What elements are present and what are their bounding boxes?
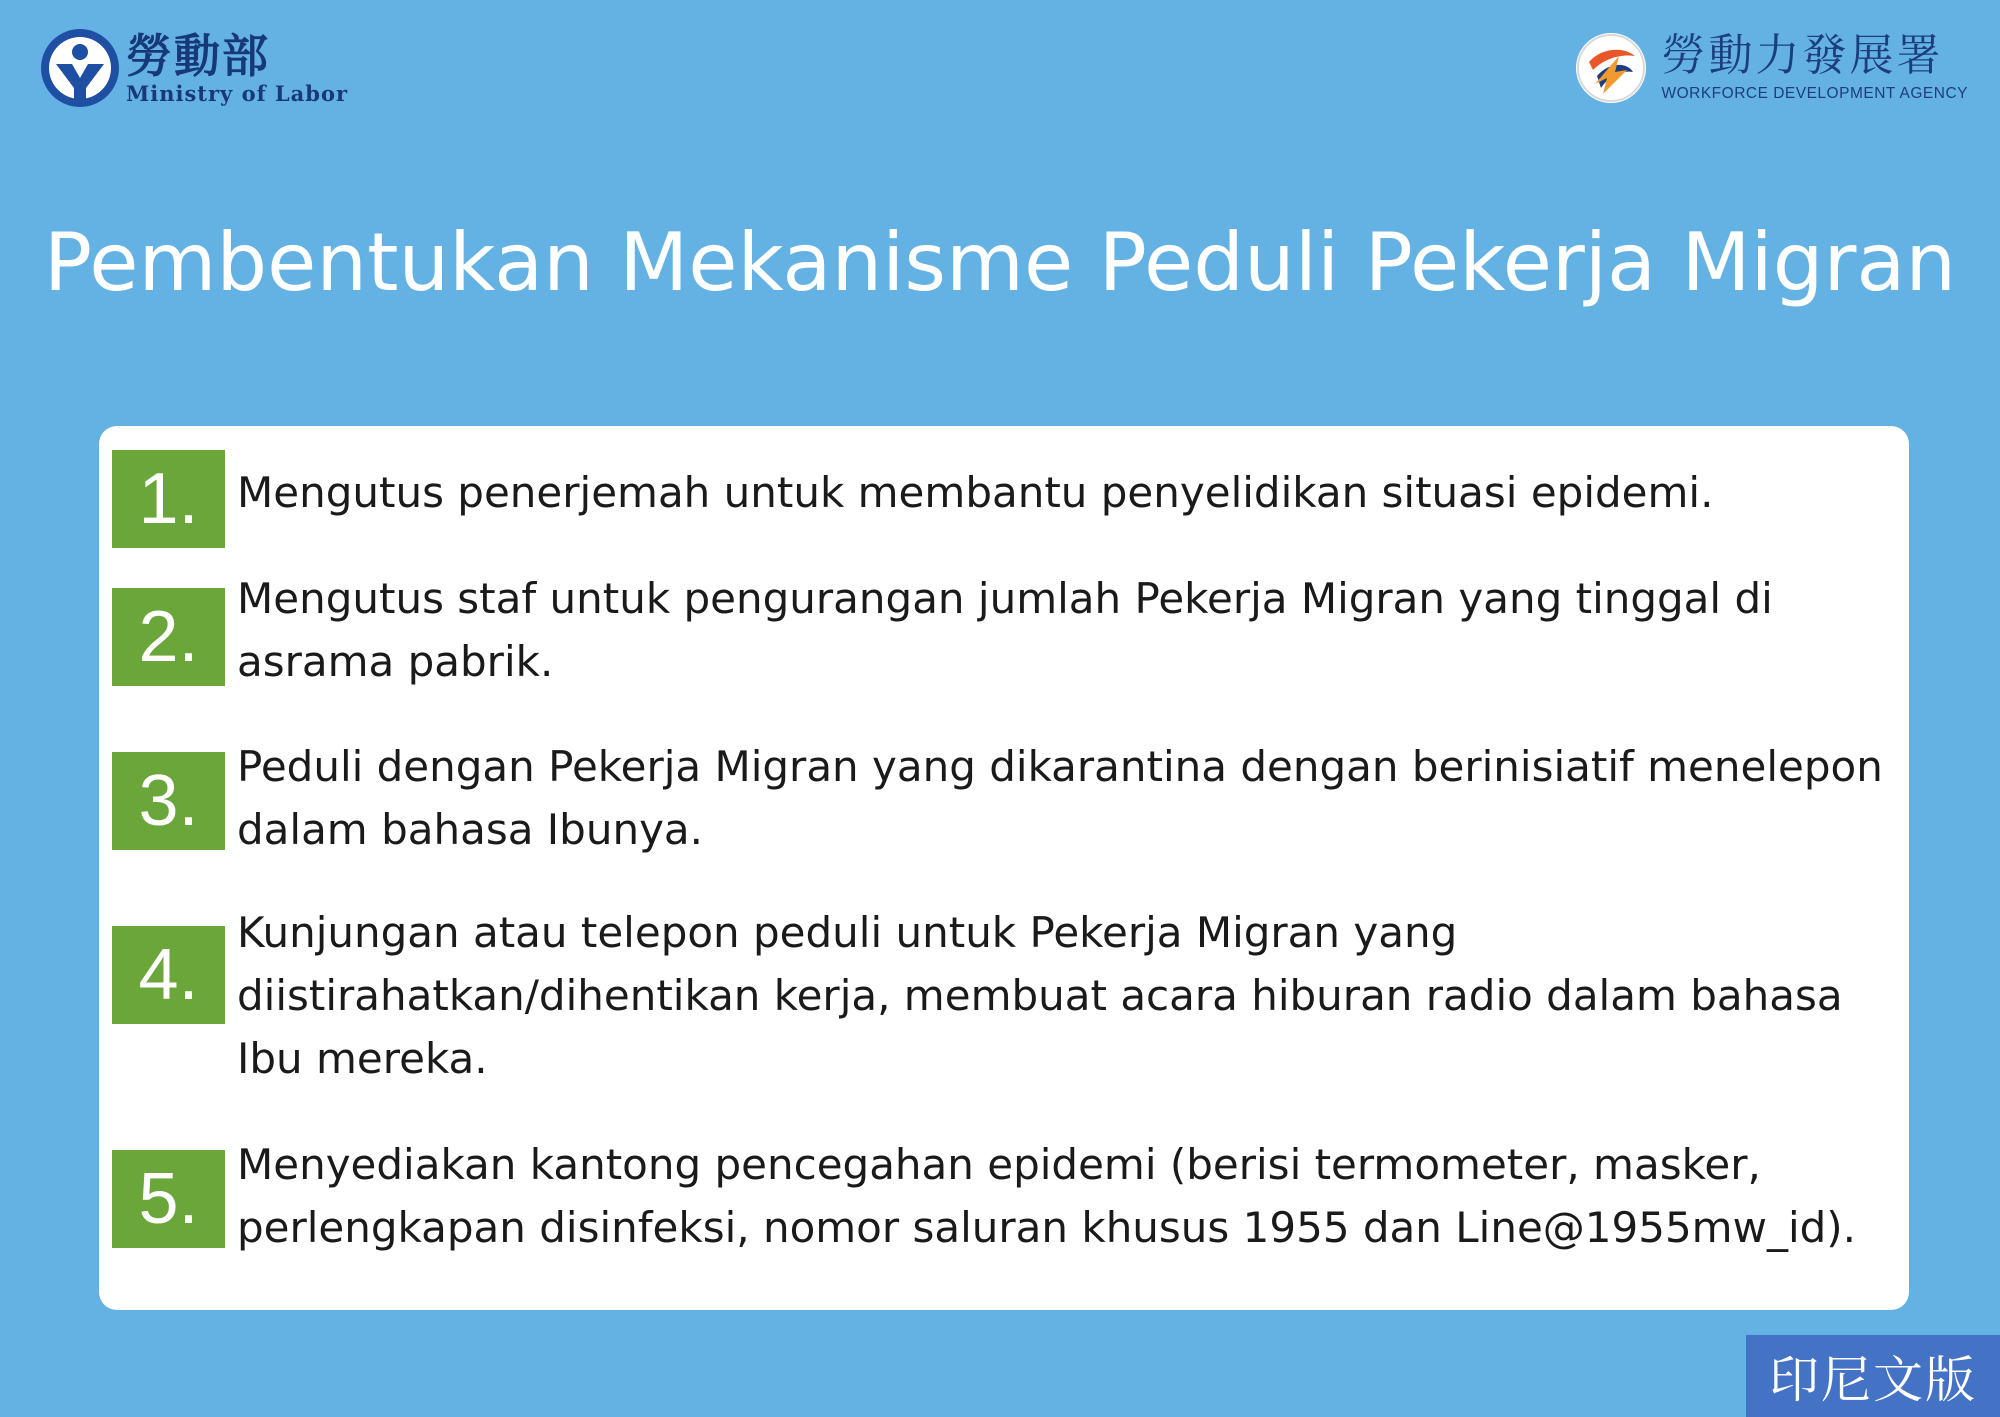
item-number-badge: 3. — [112, 752, 225, 850]
agency-name-cn: 勞動力發展署 — [1661, 30, 1944, 82]
item-number-badge: 1. — [112, 450, 225, 548]
page-title: Pembentukan Mekanisme Peduli Pekerja Migran — [43, 216, 1957, 309]
ministry-name-en: Ministry of Labor — [126, 80, 349, 106]
workforce-agency-logo — [1575, 32, 1968, 104]
item-text — [237, 567, 1907, 693]
item-text — [237, 901, 1907, 1090]
item-line: Peduli dengan Pekerja Migran yang dikarantina dengan berinisiatif menelepon — [237, 742, 1883, 791]
item-line: Mengutus staf untuk pengurangan jumlah Pekerja Migran yang tinggal di — [237, 574, 1773, 623]
item-text — [237, 461, 1907, 524]
item-text — [237, 1133, 1907, 1259]
item-text — [237, 735, 1907, 861]
item-number-badge: 2. — [112, 588, 225, 686]
agency-name-en: WORKFORCE DEVELOPMENT AGENCY — [1661, 85, 1968, 103]
item-number-badge: 5. — [112, 1150, 225, 1248]
item-line: diistirahatkan/dihentikan kerja, membuat acara hiburan radio dalam bahasa — [237, 971, 1843, 1020]
item-line: Menyediakan kantong pencegahan epidemi (berisi termometer, masker, — [237, 1140, 1761, 1189]
ministry-of-labor-emblem-icon — [40, 28, 120, 108]
ministry-of-labor-logo — [40, 28, 348, 108]
item-line: Ibu mereka. — [237, 1034, 488, 1083]
item-line: Mengutus penerjemah untuk membantu penyelidikan situasi epidemi. — [237, 468, 1714, 517]
ministry-name-cn: 勞動部 — [126, 28, 270, 83]
item-line: perlengkapan disinfeksi, nomor saluran khusus 1955 dan Line@1955mw_id). — [237, 1203, 1857, 1252]
content-panel — [99, 426, 1909, 1310]
item-number-badge: 4. — [112, 926, 225, 1024]
item-line: Kunjungan atau telepon peduli untuk Pekerja Migran yang — [237, 908, 1458, 957]
item-line: asrama pabrik. — [237, 637, 554, 686]
workforce-development-agency-emblem-icon — [1575, 32, 1647, 104]
item-line: dalam bahasa Ibunya. — [237, 805, 704, 854]
language-version-badge: 印尼文版 — [1746, 1335, 2000, 1417]
